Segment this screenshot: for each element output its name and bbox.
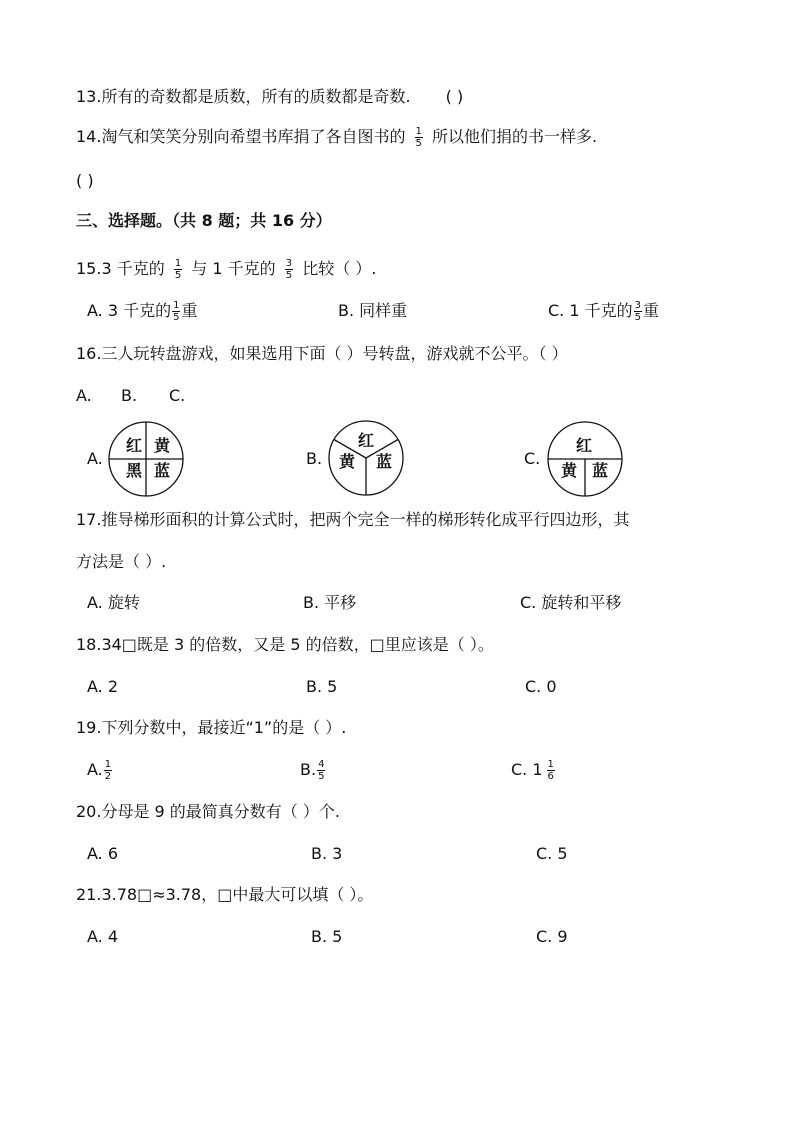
option-a[interactable]: A. (76, 386, 92, 405)
option-b[interactable] (300, 759, 326, 782)
answer-blank: ( ) (76, 171, 94, 190)
question-15 (76, 258, 376, 281)
fraction-denominator: 6 (547, 771, 554, 782)
fraction-denominator: 5 (415, 138, 422, 149)
fraction-denominator: 5 (634, 312, 641, 323)
option-a-text: A. (87, 760, 103, 779)
option-c-text: C. 1 千克的 (548, 301, 633, 320)
option-a[interactable]: A. 旋转 (87, 593, 140, 612)
option-b[interactable]: B. 3 (311, 844, 343, 863)
option-b[interactable]: B. 平移 (303, 593, 357, 612)
fraction-numerator: 1 (415, 126, 422, 137)
option-a[interactable] (87, 759, 113, 782)
fraction (415, 126, 423, 149)
fraction (285, 258, 293, 281)
option-a[interactable]: A. 4 (87, 927, 119, 946)
spinner-wheel-c (545, 421, 625, 497)
option-c[interactable] (548, 300, 659, 323)
sector-red: 红 (126, 436, 143, 455)
fraction (174, 258, 182, 281)
sector-blue: 蓝 (154, 461, 171, 480)
option-a-text-end: 重 (181, 301, 198, 320)
fraction-numerator: 1 (174, 258, 182, 269)
option-c[interactable]: C. 5 (536, 844, 568, 863)
sector-yellow: 黄 (339, 452, 356, 471)
question-16-text: 16.三人玩转盘游戏，如果选用下面（ ）号转盘，游戏就不公平。（ ） (76, 344, 568, 363)
fraction-denominator: 2 (104, 771, 112, 782)
fraction-denominator: 5 (285, 270, 293, 281)
fraction (172, 300, 180, 323)
section-title: 三、选择题。（共 8 题；共 16 分） (76, 211, 332, 230)
sector-red: 红 (358, 431, 375, 450)
fraction-numerator: 4 (318, 759, 325, 770)
fraction-numerator: 1 (173, 300, 180, 311)
option-a[interactable] (87, 300, 198, 323)
question-15-text-mid: 与 1 千克的 (191, 259, 276, 278)
question-17-text: 17.推导梯形面积的计算公式时，把两个完全一样的梯形转化成平行四边形，其 (76, 510, 630, 529)
question-15-text-end: 比较（ ）. (302, 259, 377, 278)
answer-blank: ( ) (445, 87, 464, 106)
question-13 (76, 86, 463, 108)
option-b[interactable]: B. 同样重 (338, 301, 408, 320)
option-a[interactable]: A. 2 (87, 677, 119, 696)
question-20-text: 20.分母是 9 的最简真分数有（ ）个. (76, 802, 340, 821)
option-c[interactable]: C. 0 (525, 677, 557, 696)
spinner-wheel-a (106, 421, 186, 497)
option-c[interactable]: C. (169, 386, 186, 405)
question-18-text: 18.34□既是 3 的倍数，又是 5 的倍数，□里应该是（ ）。 (76, 635, 494, 654)
fraction-denominator: 5 (174, 270, 182, 281)
question-19-text: 19.下列分数中，最接近“1”的是（ ）. (76, 718, 347, 737)
fraction (104, 759, 112, 782)
option-c-text: C. 1 (511, 760, 543, 779)
fraction-numerator: 1 (547, 759, 554, 770)
question-14-text-end: 所以他们捐的书一样多. (432, 127, 598, 146)
question-17-text-cont: 方法是（ ）. (76, 552, 167, 571)
question-14-text: 14.淘气和笑笑分别向希望书库捐了各自图书的 (76, 127, 406, 146)
option-a[interactable]: A. 6 (87, 844, 119, 863)
question-14 (76, 126, 597, 149)
sector-blue: 蓝 (376, 452, 393, 471)
option-b[interactable]: B. 5 (311, 927, 343, 946)
fraction (547, 759, 555, 782)
fraction-numerator: 1 (104, 759, 112, 770)
fraction (317, 759, 325, 782)
question-21-text: 21.3.78□≈3.78，□中最大可以填（ ）。 (76, 885, 374, 904)
fraction-numerator: 3 (285, 258, 293, 269)
sector-red: 红 (576, 436, 593, 455)
wheel-a-label: A. (87, 449, 103, 468)
question-15-text: 15.3 千克的 (76, 259, 165, 278)
sector-black: 黑 (126, 461, 143, 480)
option-b[interactable]: B. (121, 386, 138, 405)
sector-yellow: 黄 (561, 461, 578, 480)
option-a-text: A. 3 千克的 (87, 301, 172, 320)
fraction-denominator: 5 (318, 771, 325, 782)
option-c-text-end: 重 (643, 301, 660, 320)
wheel-b-label: B. (306, 449, 323, 468)
option-c[interactable]: C. 9 (536, 927, 568, 946)
fraction-numerator: 3 (634, 300, 641, 311)
wheel-c-label: C. (524, 449, 541, 468)
option-c[interactable] (511, 759, 559, 782)
option-c[interactable]: C. 旋转和平移 (520, 593, 622, 612)
fraction-denominator: 5 (173, 312, 180, 323)
question-13-text: 13.所有的奇数都是质数，所有的质数都是奇数. (76, 87, 411, 106)
sector-yellow: 黄 (154, 436, 171, 455)
fraction (634, 300, 642, 323)
option-b-text: B. (300, 760, 317, 779)
option-b[interactable]: B. 5 (306, 677, 338, 696)
sector-blue: 蓝 (592, 461, 609, 480)
